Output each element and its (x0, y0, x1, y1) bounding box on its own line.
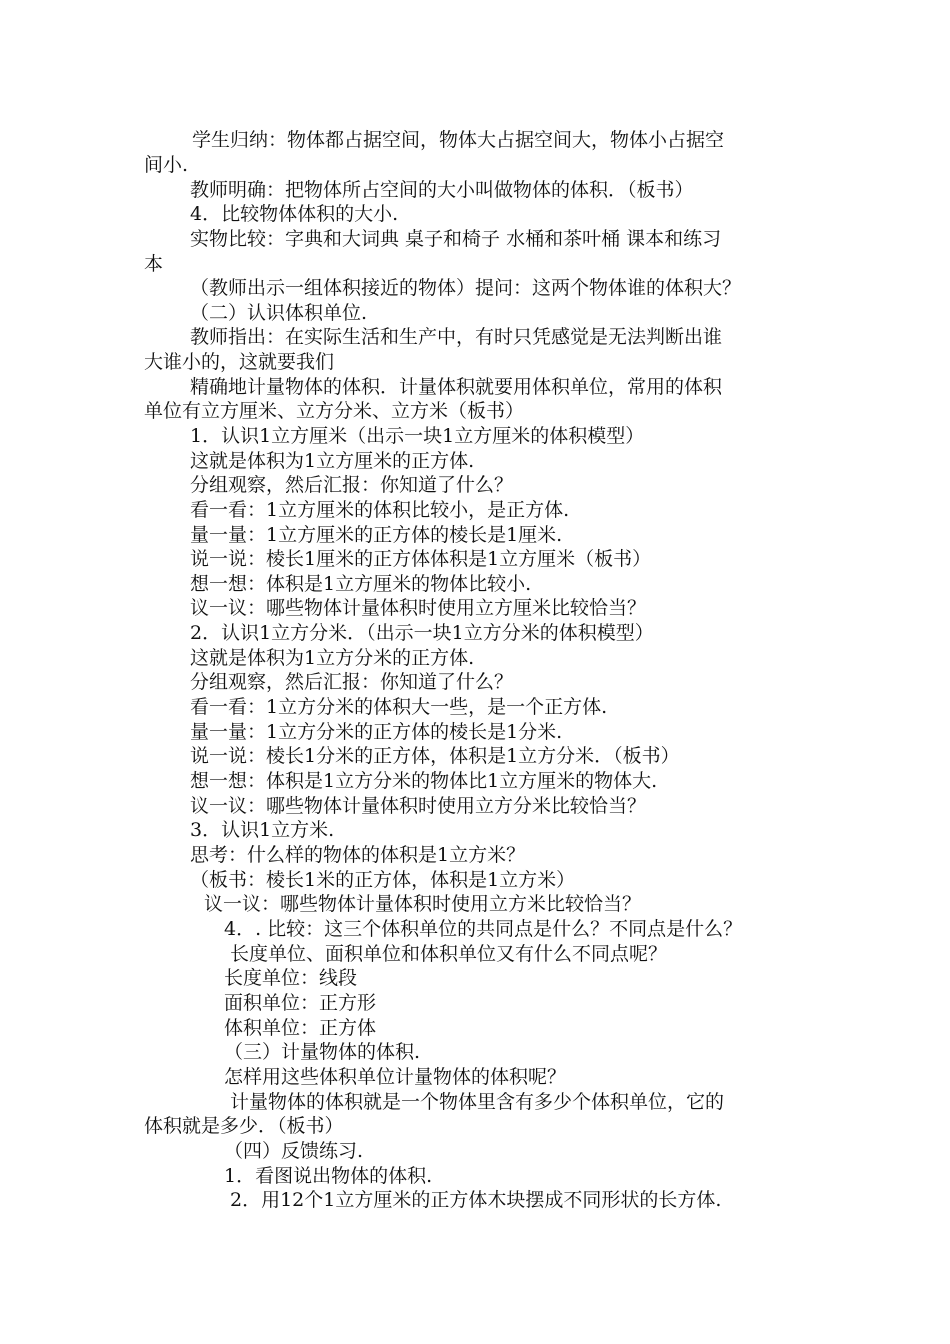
text-line: 议一议：哪些物体计量体积时使用立方厘米比较恰当？ (190, 597, 647, 619)
text-line: 间小. (144, 154, 189, 176)
text-line: 长度单位、面积单位和体积单位又有什么不同点呢？ (230, 943, 668, 965)
text-line: 本 (144, 253, 164, 275)
text-line: 3．认识1立方米. (190, 819, 335, 841)
text-line: 1．认识1立方厘米（出示一块1立方厘米的体积模型） (190, 425, 645, 447)
text-line: （三）计量物体的体积. (224, 1041, 421, 1063)
text-line: 体积单位：正方体 (224, 1017, 377, 1039)
text-line: 1．看图说出物体的体积. (224, 1165, 433, 1187)
text-line: 想一想：体积是1立方分米的物体比1立方厘米的物体大. (190, 770, 658, 792)
text-line: 看一看：1立方厘米的体积比较小，是正方体. (190, 499, 570, 521)
text-line: 这就是体积为1立方厘米的正方体. (190, 450, 475, 472)
text-line: 计量物体的体积就是一个物体里含有多少个体积单位，它的 (230, 1091, 725, 1113)
text-line: 想一想：体积是1立方厘米的物体比较小. (190, 573, 532, 595)
text-line: 说一说：棱长1厘米的正方体体积是1立方厘米（板书） (190, 548, 652, 570)
text-line: 长度单位：线段 (224, 967, 358, 989)
text-line: 精确地计量物体的体积．计量体积就要用体积单位，常用的体积 (190, 376, 723, 398)
text-line: 4．比较物体体积的大小. (190, 203, 399, 225)
text-line: 分组观察，然后汇报：你知道了什么？ (190, 671, 514, 693)
text-line: 量一量：1立方分米的正方体的棱长是1分米. (190, 721, 563, 743)
text-line: 面积单位：正方形 (224, 992, 377, 1014)
text-line: 议一议：哪些物体计量体积时使用立方分米比较恰当？ (190, 795, 647, 817)
text-line: 2．认识1立方分米．（出示一块1立方分米的体积模型） (190, 622, 654, 644)
text-line: （四）反馈练习. (224, 1140, 364, 1162)
text-line: 大谁小的，这就要我们 (144, 351, 335, 373)
text-line: 说一说：棱长1分米的正方体，体积是1立方分米．（板书） (190, 745, 680, 767)
text-line: 学生归纳：物体都占据空间，物体大占据空间大，物体小占据空 (192, 129, 725, 151)
text-line: 实物比较：字典和大词典 桌子和椅子 水桶和茶叶桶 课本和练习 (190, 228, 722, 250)
text-line: 体积就是多少．（板书） (144, 1115, 344, 1137)
text-line: 教师明确：把物体所占空间的大小叫做物体的体积．（板书） (190, 179, 694, 201)
text-line: （教师出示一组体积接近的物体）提问：这两个物体谁的体积大？ (190, 277, 742, 299)
text-line: 这就是体积为1立方分米的正方体. (190, 647, 475, 669)
text-line: 思考：什么样的物体的体积是1立方米？ (190, 844, 526, 866)
text-line: 4．. 比较：这三个体积单位的共同点是什么？不同点是什么？ (224, 918, 743, 940)
text-line: 议一议：哪些物体计量体积时使用立方米比较恰当？ (204, 893, 642, 915)
text-line: （二）认识体积单位. (190, 302, 368, 324)
text-line: 量一量：1立方厘米的正方体的棱长是1厘米. (190, 524, 563, 546)
text-line: 2．用12个1立方厘米的正方体木块摆成不同形状的长方体. (230, 1189, 722, 1211)
text-line: 教师指出：在实际生活和生产中，有时只凭感觉是无法判断出谁 (190, 326, 723, 348)
text-line: （板书：棱长1米的正方体，体积是1立方米） (190, 869, 576, 891)
text-line: 怎样用这些体积单位计量物体的体积呢？ (224, 1066, 567, 1088)
text-line: 看一看：1立方分米的体积大一些，是一个正方体. (190, 696, 608, 718)
text-line: 单位有立方厘米、立方分米、立方米（板书） (144, 400, 525, 422)
text-line: 分组观察，然后汇报：你知道了什么？ (190, 474, 514, 496)
